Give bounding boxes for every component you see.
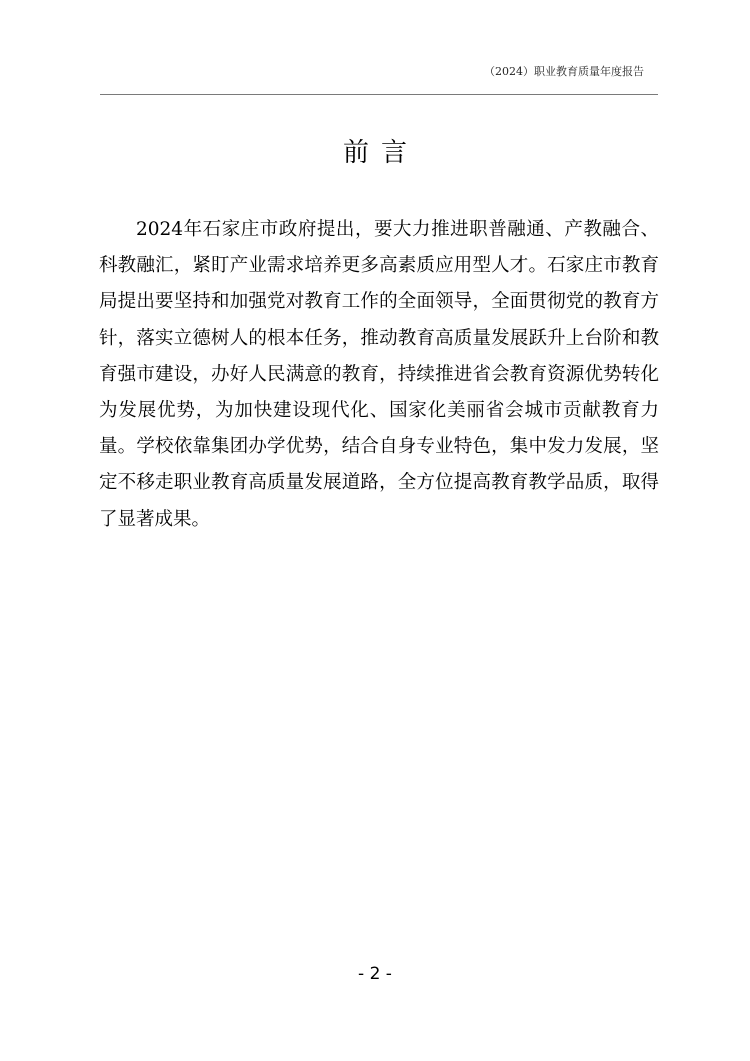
running-header: （2024）职业教育质量年度报告 xyxy=(484,65,644,78)
page-number: - 2 - xyxy=(358,964,392,984)
header-divider xyxy=(100,94,658,95)
page-title: 前言 xyxy=(342,138,419,168)
body-paragraph: 2024年石家庄市政府提出，要大力推进职普融通、产教融合、科教融汇，紧盯产业需求培养更多高素质应用型人才。石家庄市教育局提出要坚持和加强党对教育工作的全面领导，全面贯彻党的教育方针，落实立德树人的根本任务，推动教育高质量发展跃升上台阶和教育强市建设，办好人民满意的教育，持续推进省会教育资源优势转化为发展优势，为加快建设现代化、国家化美丽省会城市贡献教育力量。学校依靠集团办学优势，结合自身专业特色，集中发力发展，坚定不移走职业教育高质量发展道路，全方位提高教育教学品质，取得了显著成果。 xyxy=(99,219,659,530)
